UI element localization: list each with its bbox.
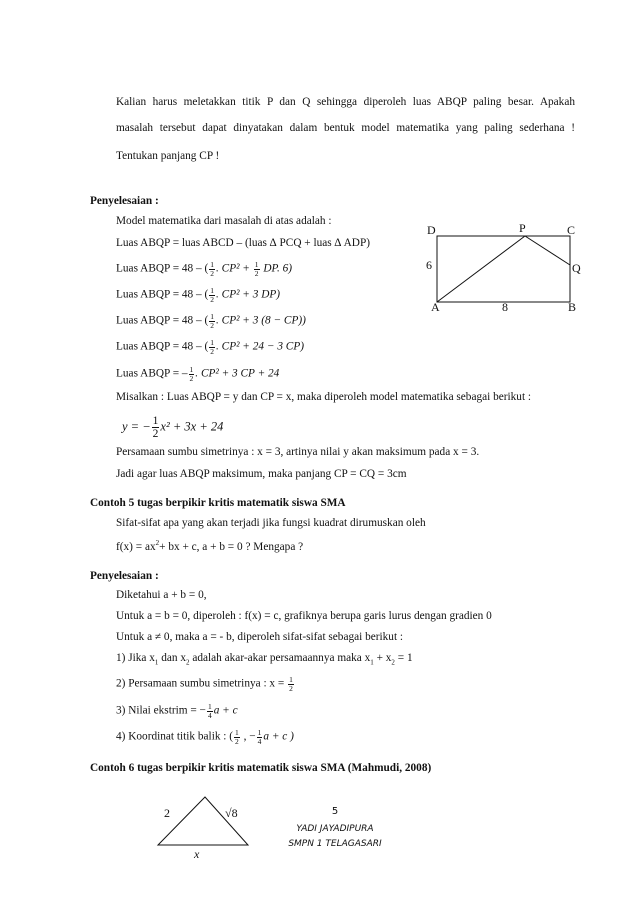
luas-line-4: Luas ABQP = 48 – ( $\frac{1}{2}$ . CP² + 3 (8 − CP)) bbox=[116, 312, 306, 330]
segment-ap bbox=[437, 236, 525, 302]
label-p: P bbox=[519, 221, 526, 235]
rectangle-abcd bbox=[437, 236, 570, 302]
rectangle-diagram bbox=[420, 218, 590, 318]
solution-heading: Penyelesaian : bbox=[90, 195, 159, 207]
luas-line-3: Luas ABQP = 48 – ( $\frac{1}{2}$ . CP² + 3 DP) bbox=[116, 286, 281, 304]
label-side-ab: 8 bbox=[502, 300, 508, 314]
label-side-2: 2 bbox=[164, 806, 170, 820]
property-4: 4) Koordinat titik balik : ( $\frac{1}{2}$ , − $\frac{1}{4}$ a + c ) bbox=[116, 728, 294, 746]
label-d: D bbox=[427, 223, 436, 237]
triangle-shape bbox=[158, 797, 248, 845]
footer-author: YADI JAYADIPURA bbox=[296, 824, 374, 834]
label-side-x: x bbox=[194, 847, 200, 861]
luas-line-5: Luas ABQP = 48 – ( $\frac{1}{2}$ . CP² + 24 − 3 CP) bbox=[116, 338, 305, 356]
luas-line-2: Luas ABQP = 48 – ( $\frac{1}{2}$ . CP² + $\frac{1}{2}$ DP. 6) bbox=[116, 260, 293, 278]
label-a: A bbox=[431, 300, 440, 314]
misalkan-text: Misalkan : Luas ABQP = y dan CP = x, maka diperoleh model matematika sebagai berikut : bbox=[116, 391, 532, 403]
jadi-text: Jadi agar luas ABQP maksimum, maka panjang CP = CQ = 3cm bbox=[116, 468, 407, 480]
label-q: Q bbox=[572, 261, 581, 275]
property-2: 2) Persamaan sumbu simetrinya : x = $\frac{1}{2}$ bbox=[116, 675, 293, 693]
property-3: 3) Nilai ekstrim = − $\frac{1}{4}$ a + c bbox=[116, 702, 238, 720]
triangle-diagram bbox=[150, 795, 260, 865]
label-side-root8: √8 bbox=[225, 806, 238, 820]
footer-school: SMPN 1 TELAGASARI bbox=[288, 839, 382, 849]
model-text: Model matematika dari masalah di atas adalah : bbox=[116, 215, 332, 227]
persamaan-text: Persamaan sumbu simetrinya : x = 3, artinya nilai y akan maksimum pada x = 3. bbox=[116, 446, 480, 458]
quadratic-model: y = − $\frac{1}{2}$ x² + 3x + 24 bbox=[122, 415, 224, 440]
contoh5-question-2: $f(x) = ax^2+$ bx + c, a + b = 0 ? Mengapa ? bbox=[116, 539, 304, 553]
label-c: C bbox=[567, 223, 576, 237]
contoh6-heading: Contoh 6 tugas berpikir kritis matematik siswa SMA (Mahmudi, 2008) bbox=[90, 762, 432, 774]
label-side-ad: 6 bbox=[426, 258, 432, 272]
contoh5-heading: Contoh 5 tugas berpikir kritis matematik siswa SMA bbox=[90, 497, 346, 509]
contoh5-question-1: Sifat-sifat apa yang akan terjadi jika fungsi kuadrat dirumuskan oleh bbox=[116, 517, 426, 529]
intro-line-2: masalah tersebut dapat dinyatakan dalam bentuk model matematika yang paling sederhana ! bbox=[116, 122, 575, 134]
page-number: 5 bbox=[331, 806, 339, 817]
solution2-heading: Penyelesaian : bbox=[90, 570, 159, 582]
label-b: B bbox=[568, 300, 577, 314]
segment-pq bbox=[525, 236, 570, 265]
untuk-nonzero-text: Untuk a ≠ 0, maka a = - b, diperoleh sifat-sifat sebagai berikut : bbox=[116, 631, 404, 643]
property-1: 1) Jika $x_1$ dan $x_2$ adalah akar-akar persamaannya maka $x_1 + x_2 = 1$ bbox=[116, 652, 413, 667]
diketahui-text: Diketahui a + b = 0, bbox=[116, 589, 207, 601]
untuk-zero-text: Untuk a = b = 0, diperoleh : f(x) = c, grafiknya berupa garis lurus dengan gradien 0 bbox=[116, 610, 492, 622]
luas-line-1: Luas ABQP = luas ABCD – (luas ∆ PCQ + luas ∆ ADP) bbox=[116, 237, 370, 249]
intro-line-1: Kalian harus meletakkan titik P dan Q sehingga diperoleh luas ABQP paling besar. Apakah bbox=[116, 96, 575, 108]
luas-line-6: Luas ABQP = – $\frac{1}{2}$ . CP² + 3 CP + 24 bbox=[116, 365, 280, 383]
intro-line-3: Tentukan panjang CP ! bbox=[116, 150, 220, 162]
